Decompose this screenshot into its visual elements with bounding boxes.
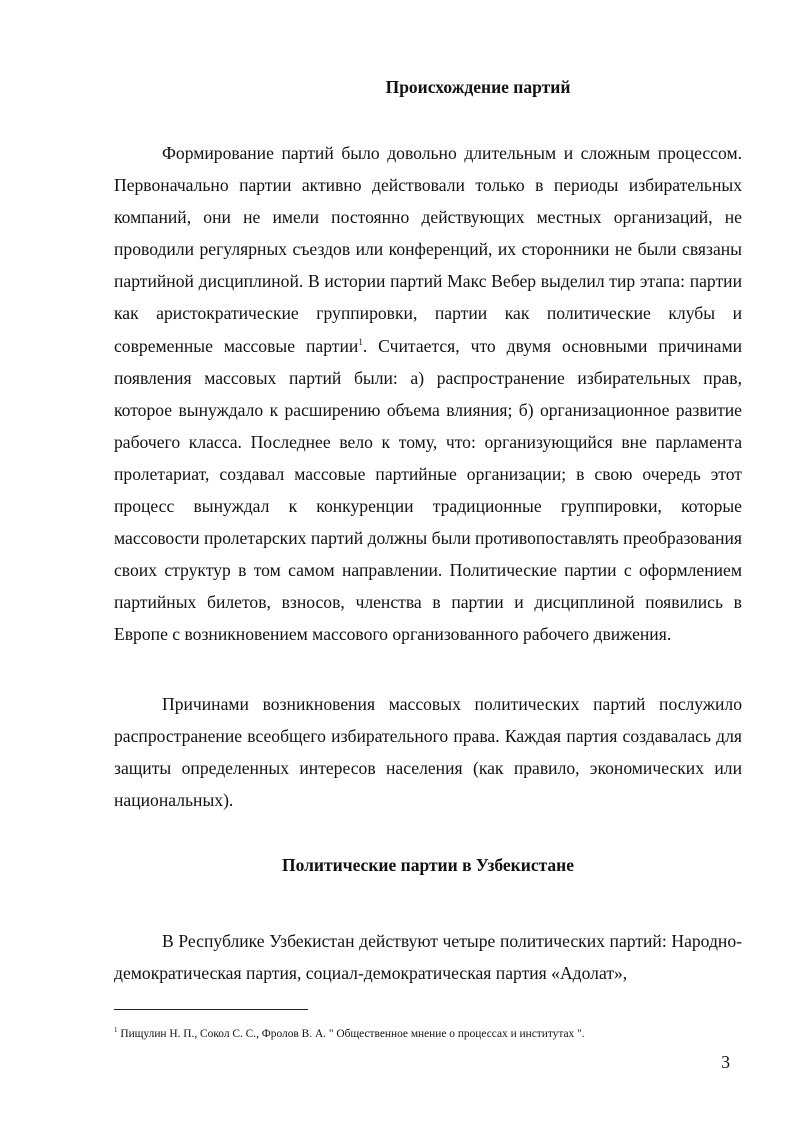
- paragraph-2: Причинами возникновения массовых политических партий послужило распространение всеобщего избирательного права. Каждая партия создавалась для защиты определенных интересов населения (как правило, экономических или национальных).: [114, 694, 742, 811]
- paragraph-1-text-a: Формирование партий было довольно длительным и сложным процессом. Первоначально партии активно действовали только в периоды избирательных компаний, они не имели постоянно действующих местных организаций, не проводили регулярных съездов или конференций, их сторонники не были связаны партийной дисциплиной. В истории партий Макс Вебер выделил тир этапа: партии как аристократические группировки, партии как политические клубы и современные массовые партии: [114, 143, 742, 356]
- footnote: [114, 1026, 742, 1042]
- footnote-reference[interactable]: 1: [358, 336, 363, 347]
- section-heading-origin: Происхождение партий: [385, 77, 571, 97]
- paragraph-1-text-b: . Считается, что двумя основными причинами появления массовых партий были: а) распространение избирательных прав, которое вынуждало к расширению объема влияния; б) организационное развитие рабочего класса. Последнее вело к тому, что: организующийся вне парламента пролетариат, создавал массовые партийные организации; в свою очередь этот процесс вынуждал к конкуренции традиционные группировки, которые массовости пролетарских партий должны были противопоставлять преобразования своих структур в том самом направлении. Политические партии с оформлением партийных билетов, взносов, членства в партии и дисциплиной появились в Европе с возникновением массового организованного рабочего движения.: [114, 335, 743, 645]
- paragraph-1: [114, 137, 742, 651]
- section-heading-uzbekistan: Политические партии в Узбекистане: [281, 855, 574, 875]
- footnote-number: 1: [114, 1026, 118, 1035]
- paragraph-3: В Республике Узбекистан действуют четыре политических партий: Народно-демократическая партия, социал-демократическая партия «Адолат»,: [114, 931, 742, 984]
- footnote-text: Пищулин Н. П., Сокол С. С., Фролов В. А. " Общественное мнение о процессах и институтах ".: [117, 1028, 585, 1040]
- page-number: 3: [721, 1052, 730, 1072]
- footnote-separator: [114, 1009, 308, 1010]
